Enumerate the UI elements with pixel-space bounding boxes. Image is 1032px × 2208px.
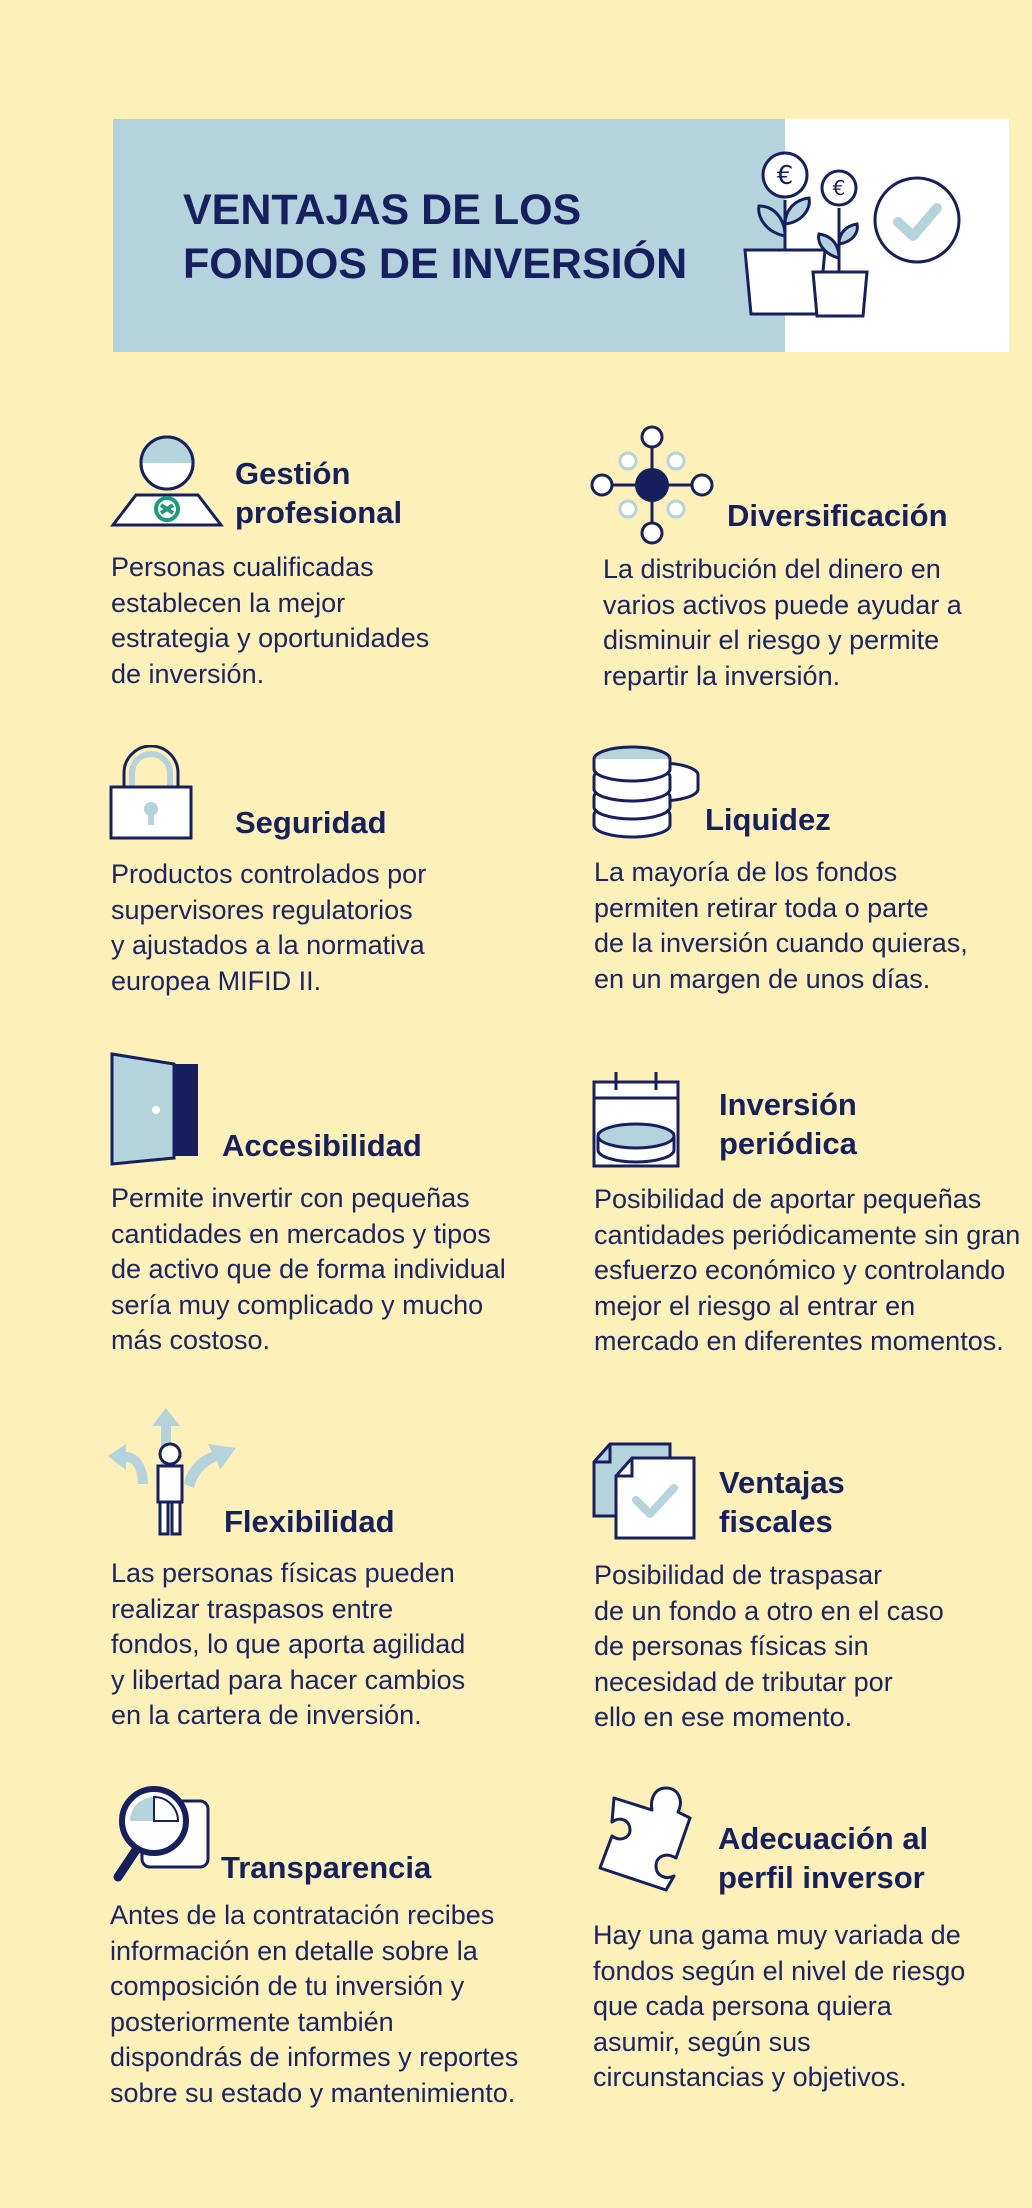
item-title-seguridad: Seguridad [235, 805, 387, 840]
network-icon [590, 425, 714, 545]
item-desc-diversificacion: La distribución del dinero en varios activos puede ayudar a disminuir el riesgo y permite repartir la inversión. [603, 554, 962, 691]
item-desc-seguridad: Productos controlados por supervisores regulatorios y ajustados a la normativa europea MIFID II. [111, 859, 427, 996]
item-desc-gestion: Personas cualificadas establecen la mejor estrategia y oportunidades de inversión. [111, 552, 430, 689]
lock-icon [108, 745, 194, 841]
item-title-adecuacion: Adecuación al perfil inversor [718, 1821, 929, 1895]
item-title-periodica: Inversión periódica [719, 1087, 857, 1161]
person-icon [108, 425, 226, 529]
svg-text:€: € [776, 161, 794, 191]
item-title-fiscales: Ventajas fiscales [719, 1465, 845, 1539]
puzzle-icon [596, 1780, 694, 1894]
item-desc-flexibilidad: Las personas físicas pueden realizar traspasos entre fondos, lo que aporta agilidad y libertad para hacer cambios en la cartera de inversión. [111, 1558, 466, 1730]
item-desc-periodica: Posibilidad de aportar pequeñas cantidades periódicamente sin gran esfuerzo económico y controlando mejor el riesgo al entrar en mercado en diferentes momentos. [594, 1184, 1021, 1356]
item-title-diversificacion: Diversificación [727, 498, 948, 533]
coins-icon [590, 745, 702, 841]
svg-text:€: € [832, 176, 846, 200]
door-icon [108, 1050, 204, 1168]
arrows-person-icon [108, 1408, 236, 1538]
item-title-liquidez: Liquidez [705, 802, 831, 837]
item-title-accesibilidad: Accesibilidad [222, 1128, 422, 1163]
item-desc-accesibilidad: Permite invertir con pequeñas cantidades en mercados y tipos de activo que de forma individual sería muy complicado y mucho más costoso. [111, 1183, 506, 1355]
item-desc-transparencia: Antes de la contratación recibes información en detalle sobre la composición de tu inversión y posteriormente también dispondrás de informes y reportes sobre su estado y mantenimiento. [110, 1900, 519, 2108]
item-title-flexibilidad: Flexibilidad [224, 1504, 395, 1539]
item-desc-adecuacion: Hay una gama muy variada de fondos según el nivel de riesgo que cada persona quiera asumir, según sus circunstancias y objetivos. [593, 1920, 966, 2092]
item-desc-fiscales: Posibilidad de traspasar de un fondo a otro en el caso de personas físicas sin necesidad de tributar por ello en ese momento. [594, 1560, 944, 1732]
documents-check-icon [590, 1440, 698, 1542]
item-title-transparencia: Transparencia [221, 1850, 432, 1885]
magnifier-icon [112, 1783, 212, 1883]
page-title: VENTAJAS DE LOS FONDOS DE INVERSIÓN [183, 186, 688, 288]
calendar-coin-icon [590, 1070, 682, 1170]
item-desc-liquidez: La mayoría de los fondos permiten retirar toda o parte de la inversión cuando quieras, en un margen de unos días. [594, 857, 968, 994]
plants-coins-icon [735, 140, 975, 330]
item-title-gestion: Gestión profesional [235, 456, 403, 530]
